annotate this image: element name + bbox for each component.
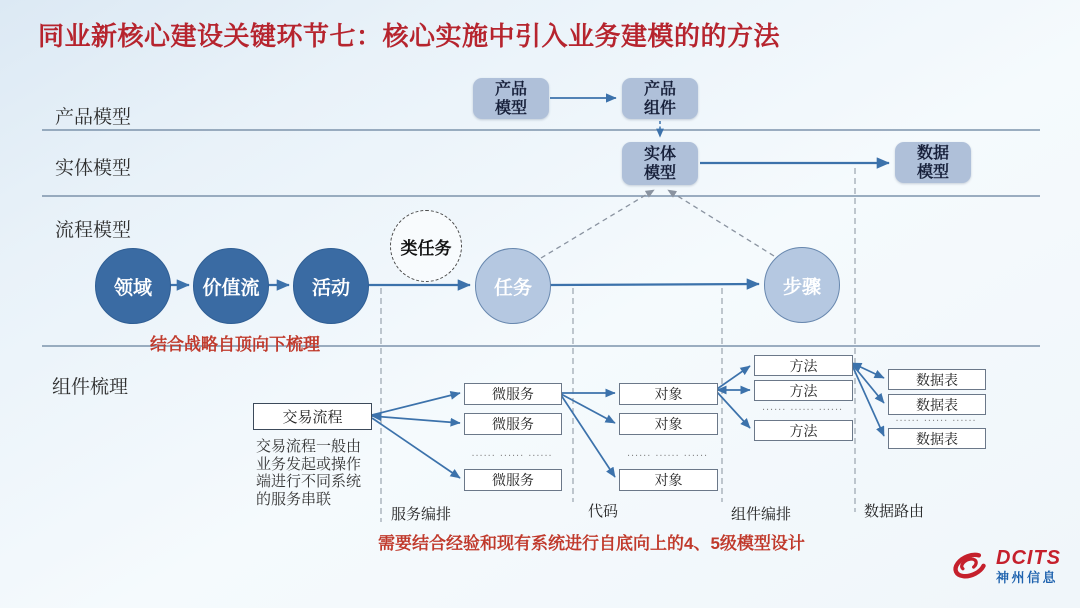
node-product-component-line1: 产品 [643, 80, 676, 98]
arrow-task-step [550, 284, 759, 285]
dashed-task-entitymodel [541, 190, 654, 258]
trade-desc-line1: 交易流程一般由 [256, 438, 362, 455]
box-method-2: 方法 [754, 380, 853, 401]
row-label-process-model: 流程模型 [55, 220, 132, 241]
page-title: 同业新核心建设关键环节七：核心实施中引入业务建模的的方法 [38, 21, 781, 51]
box-object-1: 对象 [619, 383, 718, 405]
node-product-model-line2: 模型 [494, 99, 527, 117]
logo-text [996, 548, 1061, 584]
row-label-component-sorting: 组件梳理 [52, 377, 129, 398]
circle-domain: 领域 [95, 248, 171, 324]
node-product-component [622, 78, 698, 119]
lane-label-service-orchestration: 服务编排 [391, 506, 452, 523]
node-product-model-line1: 产品 [494, 80, 527, 98]
annotation-top-down: 结合战略自顶向下梳理 [150, 335, 320, 354]
node-data-model-line2: 模型 [916, 163, 949, 181]
trade-desc-line2: 业务发起或操作 [256, 455, 362, 473]
circle-class-task: 类任务 [390, 210, 462, 282]
node-data-model [895, 142, 971, 183]
dashed-step-entitymodel [668, 190, 774, 256]
row-label-entity-model: 实体模型 [55, 158, 132, 179]
lane-label-code: 代码 [588, 503, 619, 520]
lane-label-component-orchestration: 组件编排 [731, 506, 792, 523]
circle-activity: 活动 [293, 248, 369, 324]
arrow-trade-ms1 [372, 393, 460, 415]
node-entity-model-line1: 实体 [643, 145, 676, 163]
dots-microservice: ...... ...... ...... [471, 447, 553, 459]
trade-flow-description [256, 438, 361, 508]
row-label-product-model: 产品模型 [55, 107, 132, 128]
box-microservice-2: 微服务 [464, 413, 562, 435]
node-entity-model [622, 142, 698, 185]
logo-company: 神州信息 [996, 570, 1059, 585]
box-object-2: 对象 [619, 413, 718, 435]
node-product-model [473, 78, 549, 119]
dcits-swirl-icon [948, 548, 990, 584]
dots-object: ...... ...... ...... [626, 447, 709, 459]
node-entity-model-line2: 模型 [643, 164, 676, 182]
arrow-trade-ms2 [372, 416, 460, 423]
circle-value-stream: 价值流 [193, 248, 269, 324]
box-method-3: 方法 [754, 420, 853, 441]
trade-desc-line4: 的服务串联 [256, 490, 332, 508]
box-datatable-2: 数据表 [888, 394, 986, 415]
dots-datatable: ...... ...... ...... [895, 412, 977, 424]
box-microservice-1: 微服务 [464, 383, 562, 405]
arrow-ms-obj3 [561, 395, 615, 477]
box-object-3: 对象 [619, 469, 718, 491]
trade-desc-line3: 端进行不同系统 [256, 473, 362, 490]
annotation-bottom-up: 需要结合经验和现有系统进行自底向上的4、5级模型设计 [378, 534, 805, 553]
arrow-trade-ms3 [372, 418, 460, 478]
circle-step: 步骤 [764, 247, 840, 323]
dots-method: ...... ...... ...... [761, 401, 844, 413]
circle-task: 任务 [475, 248, 551, 324]
box-datatable-3: 数据表 [888, 428, 986, 449]
box-microservice-3: 微服务 [464, 469, 562, 491]
box-method-1: 方法 [754, 355, 853, 376]
lane-label-data-route: 数据路由 [864, 503, 925, 520]
box-datatable-1: 数据表 [888, 369, 986, 390]
dcits-logo [948, 548, 1061, 584]
node-product-component-line2: 组件 [643, 99, 676, 117]
node-data-model-line1: 数据 [916, 144, 949, 162]
logo-brand: DCITS [996, 547, 1061, 569]
box-trade-flow: 交易流程 [253, 403, 372, 430]
